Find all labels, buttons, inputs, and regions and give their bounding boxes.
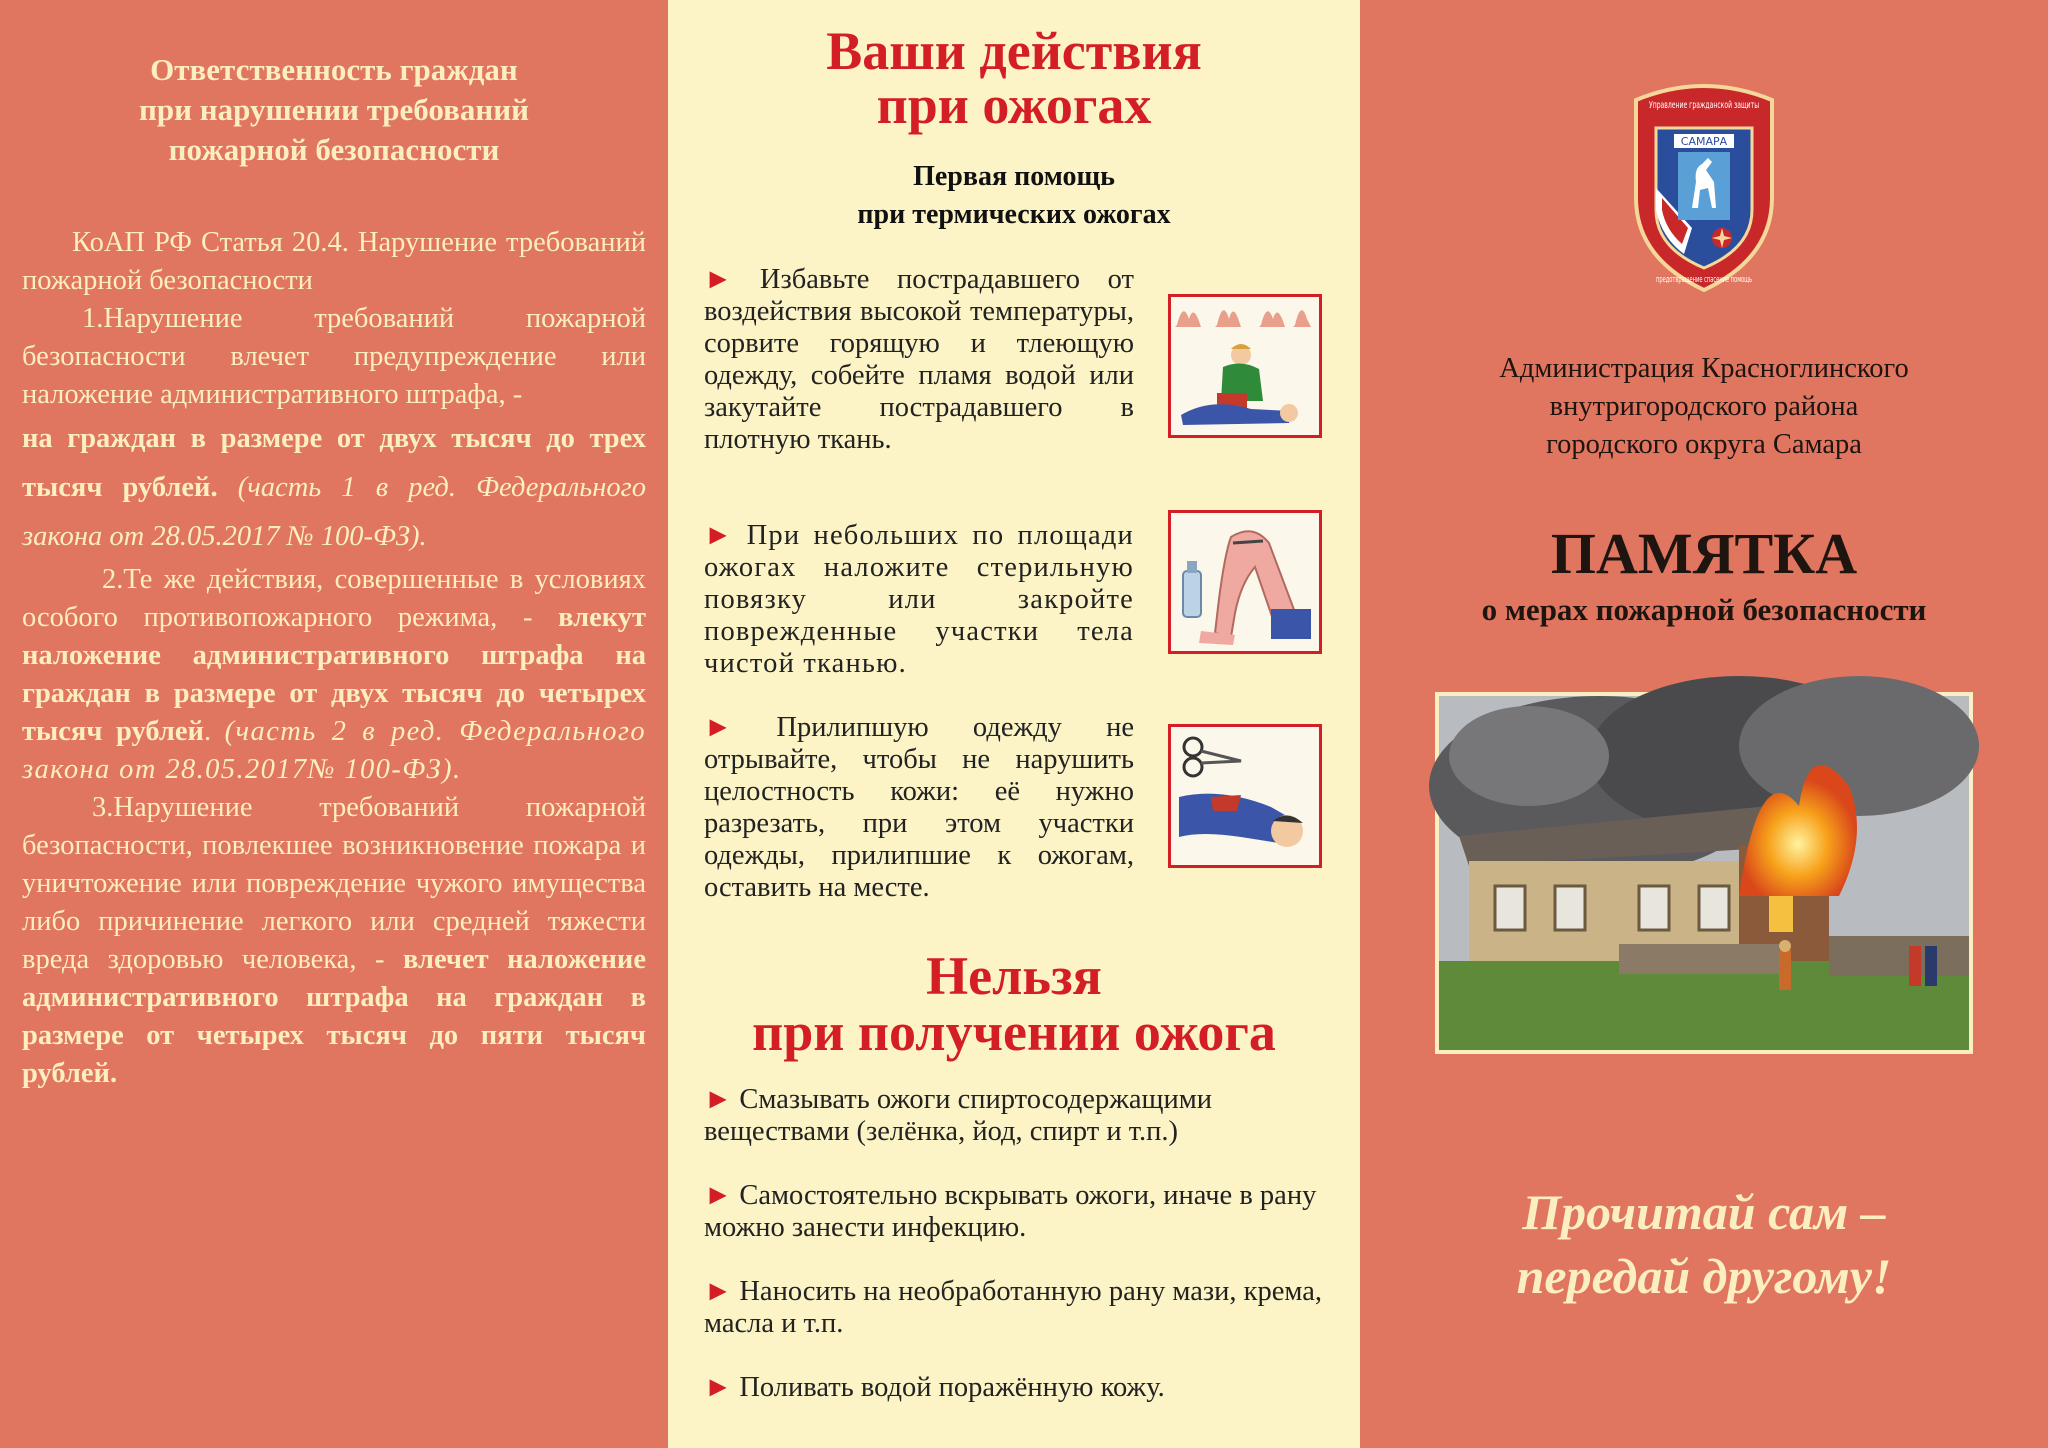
list-item: ► Поливать водой поражённую кожу. (704, 1372, 1165, 1403)
prohibited-heading: Нельзя при получении ожога (752, 946, 1276, 1062)
list-item: ► Наносить на необработанную рану мази, крема, масла и т.п. (704, 1276, 1322, 1339)
middle-panel (668, 0, 1360, 1448)
burning-house-photo (1435, 692, 1973, 1054)
arrow-bullet-icon: ► (704, 264, 733, 295)
first-aid-item: ► Избавьте пострадавшего от воздействия высокой температуры, сорвите горящую и тлеющую одежду, собейте пламя водой или закутайте пострадавшего в плотную ткань. (704, 264, 1135, 455)
burns-actions-heading: Ваши действия при ожогах (826, 21, 1202, 135)
svg-text:Управление гражданской защиты: Управление гражданской защиты (1649, 100, 1759, 111)
koap-article: КоАП РФ Статья 20.4. Нарушение требований пожарной безопасности (22, 227, 646, 296)
responsibility-text (22, 224, 646, 1093)
list-item: ► Смазывать ожоги спиртосодержащими веществами (зелёнка, йод, спирт и т.п.) (704, 1084, 1213, 1147)
left-panel (0, 0, 668, 1448)
responsibility-heading: Ответственность граждан при нарушении требований пожарной безопасности (139, 52, 529, 167)
arrow-bullet-icon: ► (704, 712, 733, 743)
paragraph-1: 1.Нарушение требований пожарной безопасности влечет предупреждение или наложение административного штрафа, - (22, 303, 646, 410)
prohibited-list (704, 1084, 1344, 1436)
paragraph-2: 2.Те же действия, совершенные в условиях особого противопожарного режима, - влекут наложение административного штрафа на граждан в размере от двух тысяч до четырех тысяч рублей. (часть 2 в ред. Федерального закона от 28.05.2017№ 100-ФЗ). (22, 564, 647, 785)
first-aid-item: ► При небольших по площади ожогах наложите стерильную повязку или закройте поврежденные участки тела чистой тканью. (704, 520, 1135, 679)
paragraph-3: 3.Нарушение требований пожарной безопасности, повлекшее возникновение пожара и уничтожение или повреждение чужого имущества либо причинение легкого или средней тяжести вреда здоровью человека, - влечет наложение административного штрафа на граждан в размере от четырех тысяч до пяти тысяч рублей. (22, 792, 646, 1089)
arrow-bullet-icon: ► (704, 520, 734, 551)
administration-name: Администрация Красноглинского внутригородского района городского округа Самара (1499, 353, 1909, 460)
list-item: ► Самостоятельно вскрывать ожоги, иначе в рану можно занести инфекцию. (704, 1180, 1317, 1243)
bandage-illustration (1168, 510, 1322, 654)
document-title: ПАМЯТКА (1550, 521, 1858, 586)
right-panel (1360, 0, 2048, 1448)
paragraph-1-penalty: на граждан в размере от двух тысяч до трех тысяч рублей. (часть 1 в ред. Федерального закона от 28.05.2017 № 100-ФЗ). (22, 423, 647, 552)
burning-clothes-illustration (1168, 294, 1322, 438)
scissors-illustration (1168, 724, 1322, 868)
arrow-bullet-icon: ► (704, 1180, 733, 1211)
document-subtitle: о мерах пожарной безопасности (1481, 592, 1927, 627)
first-aid-subheading: Первая помощь при термических ожогах (857, 161, 1171, 230)
arrow-bullet-icon: ► (704, 1372, 733, 1403)
first-aid-item: ► Прилипшую одежду не отрывайте, чтобы не нарушить целостность кожи: её нужно разрезать, при этом участки одежды, прилипшие к ожогам, оставить на месте. (704, 712, 1134, 903)
svg-text:САМАРА: САМАРА (1680, 135, 1728, 148)
civil-protection-emblem (1622, 78, 1786, 294)
arrow-bullet-icon: ► (704, 1084, 733, 1115)
arrow-bullet-icon: ► (704, 1276, 733, 1307)
slogan: Прочитай сам – передай другому! (1516, 1184, 1892, 1304)
svg-text:предотвращение спасение помощь: предотвращение спасение помощь (1656, 275, 1752, 285)
